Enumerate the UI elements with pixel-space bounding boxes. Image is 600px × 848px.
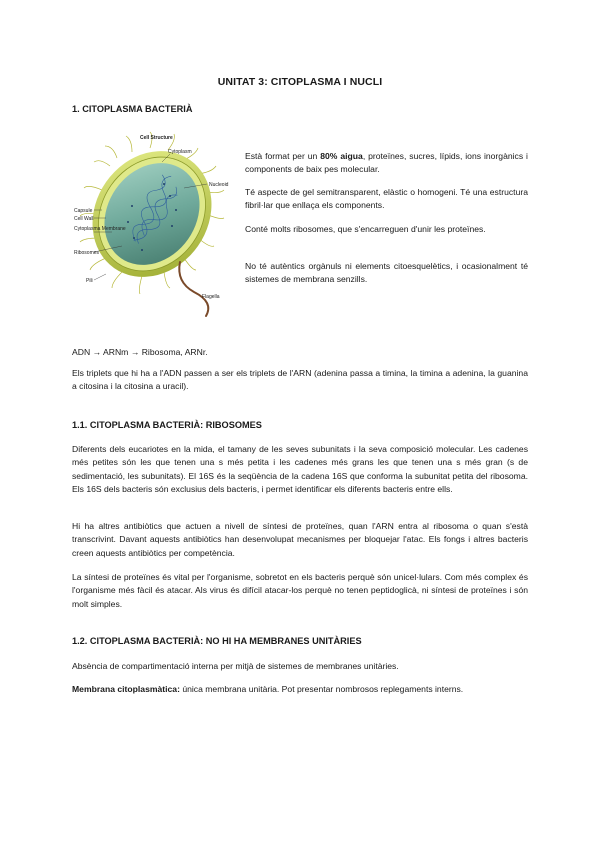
label-cytoplasma-membrane	[74, 226, 126, 232]
label-nucleoid: Nucleoid	[209, 182, 229, 188]
composition-bold: 80% aigua	[320, 151, 363, 161]
membrane-bold: Membrana citoplasmàtica:	[72, 684, 180, 694]
section-heading-1-2: 1.2. CITOPLASMA BACTERIÀ: NO HI HA MEMBRANES UNITÀRIES	[72, 636, 362, 646]
paragraph-ribosome-diff: Diferents dels eucariotes en la mida, el tamany de les seves subunitats i la seva composició molecular. Les cadenes més petites són les que tenen una s més petita i les cadenes més grans les que tenen una s més gran (s de sedimentació, les subunitats). El 16S és la seqüència de la cadena 16S que conforma la subunitat petita del ribosoma. Els 16S dels bacteris són exclusius dels bacteris, i permet identificar els diferents bacteris entre ells.	[72, 444, 528, 494]
paragraph-no-compartment: Absència de compartimentació interna per mitjà de sistemes de membranes unitàries.	[72, 661, 399, 671]
paragraph-protein-synthesis: La síntesi de proteïnes és vital per l'organisme, sobretot en els bacteris perquè són unicel·lulars. Com més complex és l'organisme més fàcil és atacar. Als virus és difícil atacar-los perquè no tenen peptidoglicà, ni síntesi de proteïnes i són molt simples.	[72, 572, 528, 609]
membrane-text: única membrana unitària. Pot presentar nombrosos replegaments interns.	[179, 684, 464, 694]
paragraph-organelles: No té autèntics orgànuls ni elements citoesquelètics, i ocasionalment té sistemes de membrana senzills.	[245, 261, 528, 285]
label-ribosomes: Ribosomes	[74, 250, 100, 256]
page-title: UNITAT 3: CITOPLASMA I NUCLI	[217, 76, 383, 88]
paragraph-central-dogma: ADN → ARNm → Ribosoma, ARNr.	[72, 347, 208, 357]
label-cytoplasm: Cytoplasm	[168, 149, 192, 155]
label-cell-wall: Cell Wall	[74, 216, 94, 222]
label-cytoplasma-membrane-text: Cytoplasma Membrane	[74, 226, 126, 232]
flagellum-shape	[179, 262, 208, 316]
paragraph-membrane	[72, 683, 528, 696]
label-capsule: Capsule	[74, 208, 93, 214]
label-pili: Pili	[86, 278, 93, 284]
paragraph-composition	[245, 150, 528, 177]
composition-text-a: Està format per un	[245, 151, 321, 161]
paragraph-antibiotics: Hi ha altres antibiòtics que actuen a nivell de síntesi de proteïnes, quan l'ARN entra al ribosoma o quan s'està transcrivint. Davant aquests antibiòtics han desenvolupat mecanismes per bloquejar l'atac. Els fongs i altres bacteris creen aquests antibiòtics per competència.	[72, 521, 528, 558]
label-flagella: Flagella	[202, 294, 220, 300]
section-heading-1-1: 1.1. CITOPLASMA BACTERIÀ: RIBOSOMES	[72, 420, 262, 430]
paragraph-ribosomes: Conté molts ribosomes, que s'encarreguen d'unir les proteïnes.	[245, 224, 486, 234]
paragraph-triplets: Els triplets que hi ha a l'ADN passen a ser els triplets de l'ARN (adenina passa a timina, la timina a adenina, la guanina a citosina i la citosina a uracil).	[72, 368, 528, 392]
label-cell-structure: Cell Structure	[140, 135, 173, 141]
section-heading-1: 1. CITOPLASMA BACTERIÀ	[72, 104, 193, 114]
bacterium-diagram	[72, 126, 240, 322]
paragraph-appearance: Té aspecte de gel semitransparent, elàstic o homogeni. Té una estructura fibril·lar que enllaça els components.	[245, 187, 528, 211]
composition-text-c: , proteïnes, sucres, lípids, ions inorgànics i components de baix pes molecular.	[245, 151, 528, 175]
